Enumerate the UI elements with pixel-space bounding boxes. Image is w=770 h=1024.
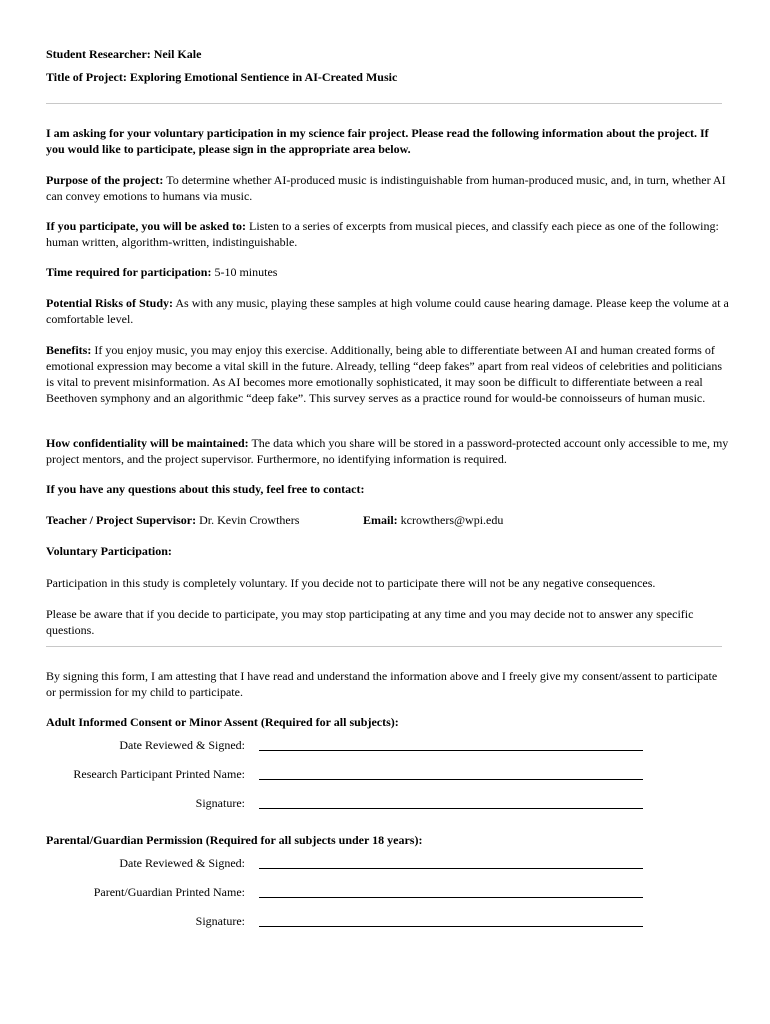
purpose-label: Purpose of the project: [46, 173, 164, 187]
benefits-text: If you enjoy music, you may enjoy this exercise. Additionally, being able to differentiate between AI and human created forms of emotional expression may become a vital skill in the future. Already, telling “deep fakes” apart from real videos of celebrities and politicians is vital to prevent misinformation. As AI becomes more emotionally sophisticated, it may soon be difficult to differentiate between a real Beethoven symphony and an algorithmic “deep fake”. This survey serves as a practice round for would-be connoisseurs of human music. [46, 343, 722, 405]
divider [46, 103, 722, 104]
tasks-label: If you participate, you will be asked to: [46, 219, 247, 233]
purpose-paragraph [46, 172, 730, 204]
risks-text: As with any music, playing these samples at high volume could cause hearing damage. Please keep the volume at a comfortable level. [46, 296, 729, 326]
voluntary-paragraph-1: Participation in this study is completely voluntary. If you decide not to participate there will not be any negative consequences. [46, 576, 656, 590]
guardian-name-field[interactable] [259, 897, 643, 898]
voluntary-paragraph-2: Please be aware that if you decide to participate, you may stop participating at any time and you may decide not to answer any specific questions. [46, 607, 694, 637]
participant-name-label: Research Participant Printed Name: [73, 767, 245, 781]
teacher-name: Dr. Kevin Crowthers [196, 513, 300, 527]
email-line [363, 513, 503, 528]
guardian-name-label: Parent/Guardian Printed Name: [93, 885, 245, 899]
voluntary-heading: Voluntary Participation: [46, 544, 172, 558]
benefits-label: Benefits: [46, 343, 92, 357]
adult-signature-field[interactable] [259, 808, 643, 809]
time-text: 5-10 minutes [211, 265, 278, 279]
tasks-text: Listen to a series of excerpts from musical pieces, and classify each piece as one of the following: human written, algorithm-written, indistinguishable. [46, 219, 719, 249]
risks-paragraph [46, 295, 730, 327]
time-paragraph [46, 264, 730, 280]
parent-signature-field[interactable] [259, 926, 643, 927]
tasks-paragraph [46, 218, 730, 250]
adult-date-field[interactable] [259, 750, 643, 751]
time-label: Time required for participation: [46, 265, 212, 279]
attestation-paragraph: By signing this form, I am attesting that I have read and understand the information above and I freely give my consent/assent to participate or permission for my child to participate. [46, 669, 718, 699]
student-researcher: Student Researcher: Neil Kale [46, 47, 202, 61]
confidentiality-text: The data which you share will be stored in a password-protected account only accessible to me, my project mentors, and the project supervisor. Furthermore, no identifying information is required. [46, 436, 729, 466]
participant-name-field[interactable] [259, 779, 643, 780]
parent-date-label: Date Reviewed & Signed: [119, 856, 245, 870]
parent-date-field[interactable] [259, 868, 643, 869]
email-label: Email: [363, 513, 398, 527]
adult-consent-heading: Adult Informed Consent or Minor Assent (Required for all subjects): [46, 715, 399, 729]
email-value: kcrowthers@wpi.edu [397, 513, 504, 527]
parent-signature-label: Signature: [195, 914, 245, 928]
purpose-text: To determine whether AI-produced music is indistinguishable from human-produced music, and, in turn, whether AI can convey emotions to humans via music. [46, 173, 726, 203]
confidentiality-label: How confidentiality will be maintained: [46, 436, 249, 450]
project-title: Title of Project: Exploring Emotional Sentience in AI-Created Music [46, 70, 398, 84]
contact-heading: If you have any questions about this study, feel free to contact: [46, 482, 365, 496]
intro-paragraph: I am asking for your voluntary participation in my science fair project. Please read the following information about the project. If you would like to participate, please sign in the appropriate area below. [46, 126, 709, 156]
adult-signature-label: Signature: [195, 796, 245, 810]
benefits-paragraph [46, 342, 730, 406]
teacher-line [46, 513, 299, 528]
confidentiality-paragraph [46, 435, 730, 467]
risks-label: Potential Risks of Study: [46, 296, 174, 310]
adult-date-label: Date Reviewed & Signed: [119, 738, 245, 752]
divider [46, 646, 722, 647]
teacher-label: Teacher / Project Supervisor: [46, 513, 197, 527]
parental-permission-heading: Parental/Guardian Permission (Required for all subjects under 18 years): [46, 833, 423, 847]
